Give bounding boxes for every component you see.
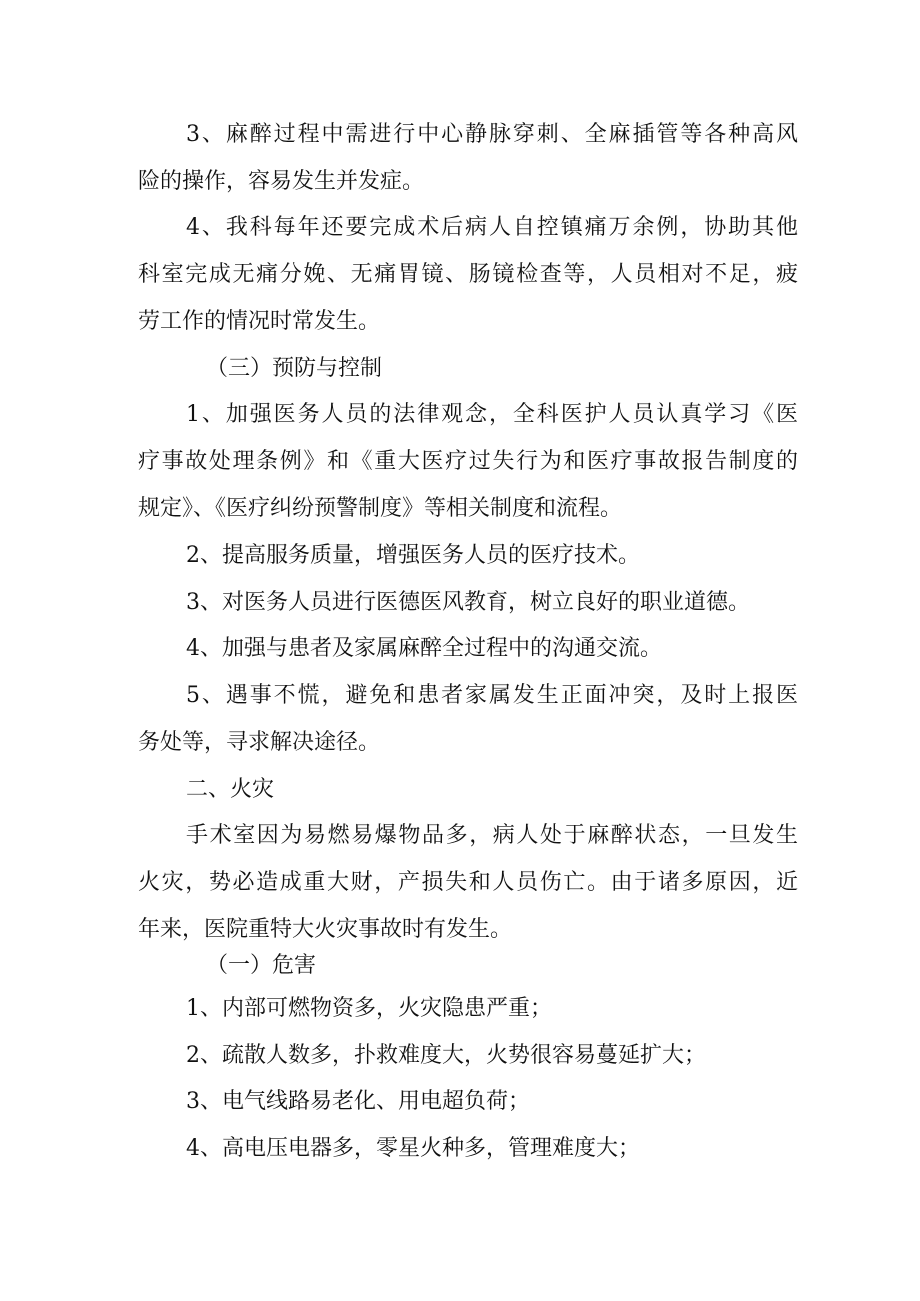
paragraph-line: 务处等，寻求解决途径。 bbox=[138, 730, 381, 755]
section-heading: （一）危害 bbox=[206, 953, 317, 978]
section-heading: （三）预防与控制 bbox=[206, 356, 383, 381]
paragraph-line: 4、加强与患者及家属麻醉全过程中的沟通交流。 bbox=[186, 636, 662, 661]
paragraph-line: 手术室因为易燃易爆物品多，病人处于麻醉状态，一旦发生 bbox=[186, 823, 798, 848]
paragraph-line: 5、遇事不慌，避免和患者家属发生正面冲突，及时上报医 bbox=[186, 683, 798, 708]
paragraph-line: 1、加强医务人员的法律观念，全科医护人员认真学习《医 bbox=[186, 402, 798, 427]
paragraph-line: 疗事故处理条例》和《重大医疗过失行为和医疗事故报告制度的 bbox=[138, 449, 798, 474]
list-item: 1、内部可燃物资多，火灾隐患严重； bbox=[186, 996, 552, 1021]
paragraph-line: 险的操作，容易发生并发症。 bbox=[138, 169, 425, 194]
paragraph-line: 年来，医院重特大火灾事故时有发生。 bbox=[138, 917, 513, 942]
paragraph-line: 火灾，势必造成重大财，产损失和人员伤亡。由于诸多原因，近 bbox=[138, 870, 798, 895]
section-heading: 二、火灾 bbox=[186, 777, 275, 802]
paragraph-line: 4、我科每年还要完成术后病人自控镇痛万余例，协助其他 bbox=[186, 215, 798, 240]
list-item: 3、电气线路易老化、用电超负荷； bbox=[186, 1089, 530, 1114]
paragraph-line: 3、对医务人员进行医德医风教育，树立良好的职业道德。 bbox=[186, 590, 750, 615]
paragraph-line: 劳工作的情况时常发生。 bbox=[138, 309, 381, 334]
paragraph-line: 规定》、《医疗纠纷预警制度》等相关制度和流程。 bbox=[138, 496, 623, 521]
list-item: 2、疏散人数多，扑救难度大，火势很容易蔓延扩大； bbox=[186, 1043, 706, 1068]
list-item: 4、高电压电器多，零星火种多，管理难度大； bbox=[186, 1136, 640, 1161]
paragraph-line: 科室完成无痛分娩、无痛胃镜、肠镜检查等，人员相对不足，疲 bbox=[138, 262, 798, 287]
paragraph-line: 2、提高服务质量，增强医务人员的医疗技术。 bbox=[186, 543, 640, 568]
paragraph-line: 3、麻醉过程中需进行中心静脉穿刺、全麻插管等各种高风 bbox=[186, 122, 798, 147]
